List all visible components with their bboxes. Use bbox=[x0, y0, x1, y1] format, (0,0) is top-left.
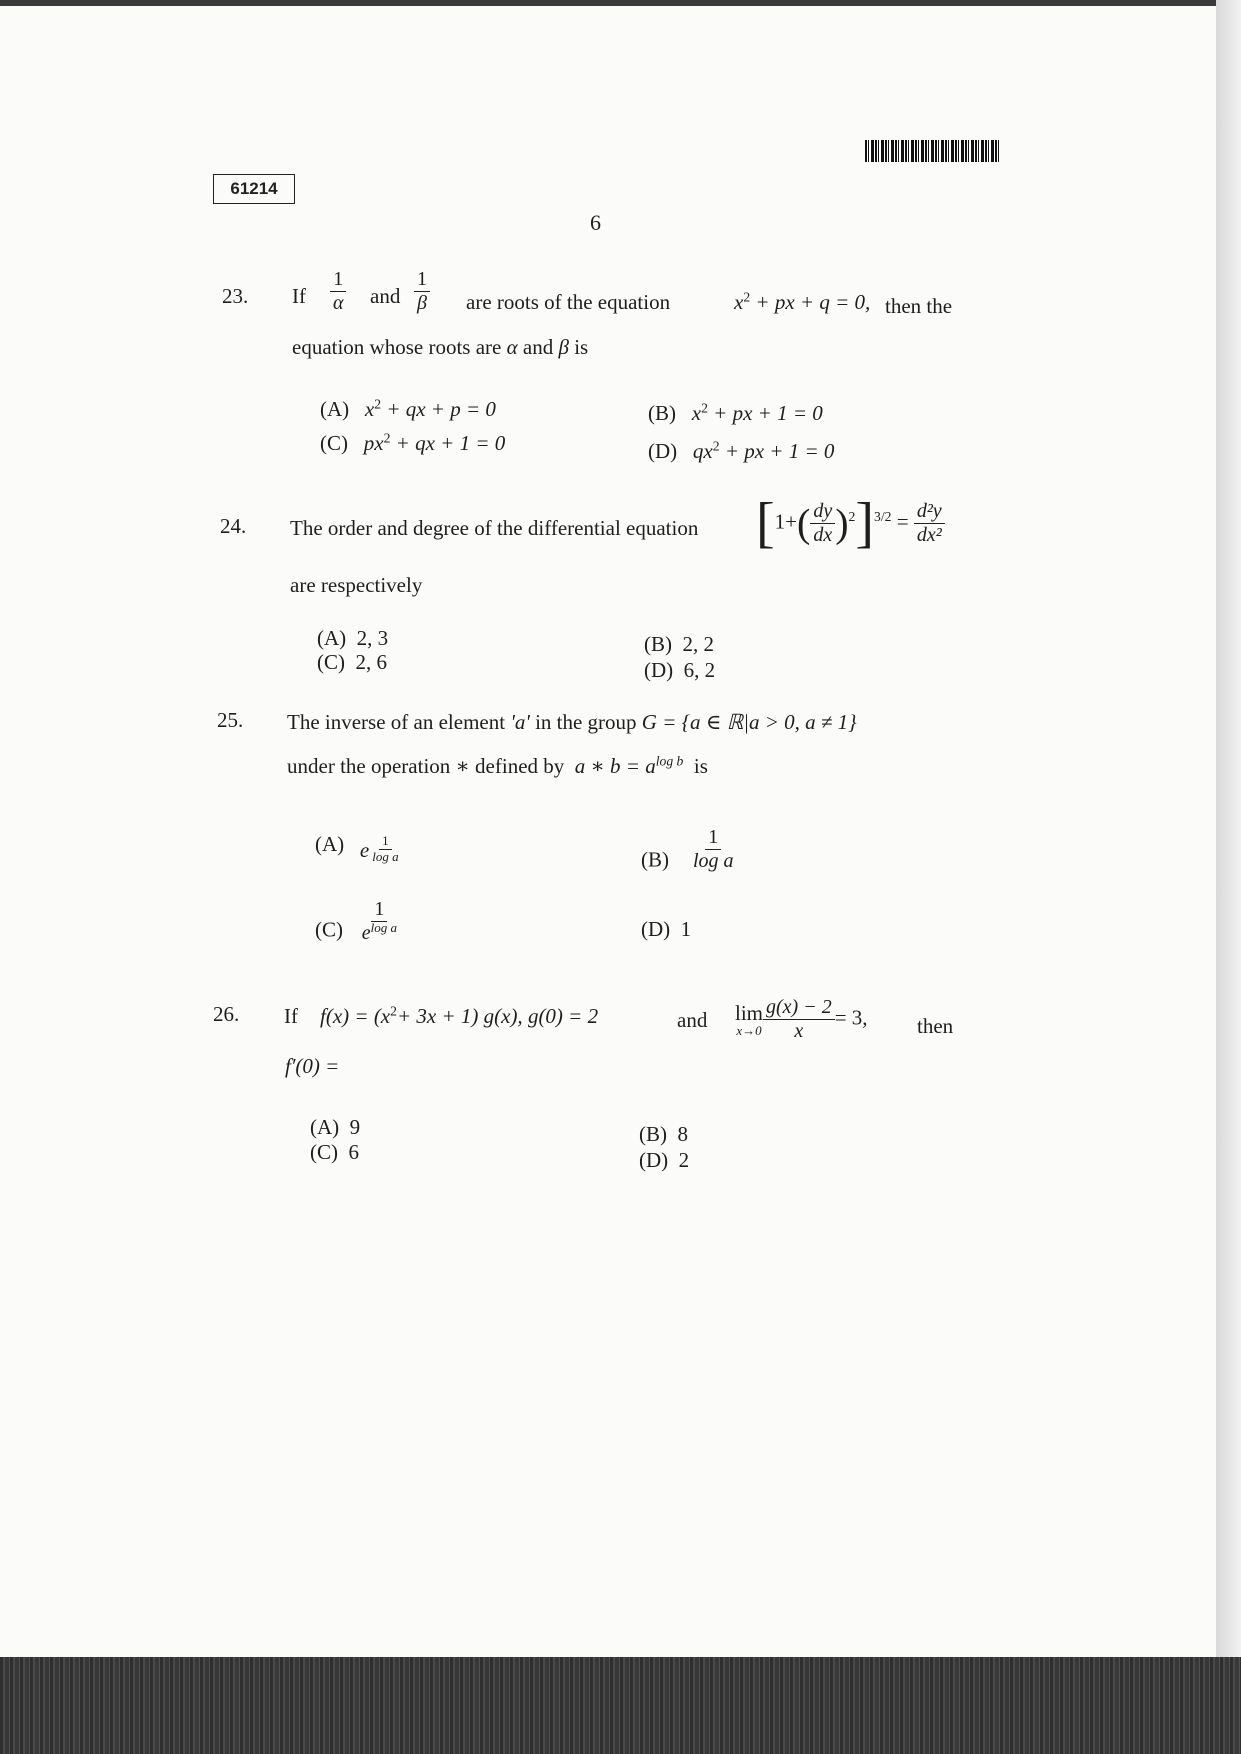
q25-option-d[interactable] bbox=[641, 919, 691, 940]
q25-line1 bbox=[287, 712, 857, 733]
q25-option-c-label: (C) bbox=[315, 917, 343, 942]
q25-line2 bbox=[287, 753, 708, 778]
q23-eq-x: x bbox=[734, 290, 744, 314]
q23-frac-beta bbox=[414, 268, 430, 315]
q23-frac-alpha-num: 1 bbox=[330, 268, 346, 292]
q26-and: and bbox=[677, 1008, 708, 1032]
q25-group: G = {a ∈ ℝ|a > 0, a ≠ 1} bbox=[641, 710, 857, 734]
q24-exp32: 3/2 bbox=[874, 508, 892, 524]
q23-option-c-label: (C) bbox=[320, 431, 348, 455]
q26-then: then bbox=[917, 1014, 954, 1038]
q25-option-a-den: log a bbox=[372, 848, 399, 864]
q23-option-a-post: + qx + p = 0 bbox=[386, 397, 496, 421]
scan-top-edge bbox=[0, 0, 1241, 6]
q26-option-b-value: 8 bbox=[677, 1122, 688, 1146]
q26-limit bbox=[735, 996, 868, 1043]
q26-option-d-label: (D) bbox=[639, 1148, 669, 1172]
q24-option-d-label: (D) bbox=[644, 658, 674, 682]
q23-option-a-label: (A) bbox=[320, 397, 350, 421]
q26-option-b-label: (B) bbox=[639, 1122, 667, 1146]
q24-option-b[interactable] bbox=[644, 634, 714, 655]
q26-if: If bbox=[284, 1004, 298, 1028]
q23-option-a-exp: 2 bbox=[374, 396, 382, 412]
q24-text: The order and degree of the differential equation bbox=[290, 516, 699, 540]
q25-option-c-e: e bbox=[361, 922, 371, 944]
q25-option-c[interactable] bbox=[315, 898, 400, 945]
q23-and: and bbox=[370, 284, 401, 308]
q26-lim-num: g(x) − 2 bbox=[763, 996, 835, 1020]
q26-lim-den: x bbox=[794, 1020, 804, 1042]
q23-frac-alpha-den: α bbox=[333, 292, 344, 314]
q23-then-the: then the bbox=[885, 294, 953, 318]
q25-option-a-num: 1 bbox=[379, 834, 392, 850]
q26-option-b[interactable] bbox=[639, 1124, 688, 1145]
q23-option-d-exp: 2 bbox=[712, 438, 720, 454]
q25-number: 25. bbox=[217, 708, 244, 732]
q23-line2-and: and bbox=[522, 335, 554, 359]
q25-text-b: in the group bbox=[535, 710, 637, 734]
q23-eq-rest: + px + q = 0, bbox=[755, 290, 871, 314]
q23-option-c[interactable] bbox=[320, 430, 506, 455]
q23-option-b-post: + px + 1 = 0 bbox=[713, 401, 823, 425]
q25-text-a: The inverse of an element bbox=[287, 710, 506, 734]
q23-option-c-post: + qx + 1 = 0 bbox=[395, 431, 506, 455]
q26-line2: f′(0) = bbox=[285, 1054, 340, 1078]
q26-f-def: f(x) = (x bbox=[320, 1004, 391, 1028]
q25-option-b-num: 1 bbox=[705, 826, 721, 850]
q24-paren-close: ) bbox=[835, 500, 849, 546]
q24-option-d[interactable] bbox=[644, 660, 715, 681]
q24-dy: dy bbox=[810, 500, 835, 524]
q24-option-b-label: (B) bbox=[644, 632, 672, 656]
q24-bracket-close: ] bbox=[855, 492, 875, 555]
q25-option-d-value: 1 bbox=[680, 917, 692, 941]
q23-option-a-pre: x bbox=[364, 397, 375, 421]
q25-option-c-exp: log a bbox=[370, 919, 398, 935]
q26-f-def-rest: + 3x + 1) g(x), bbox=[396, 1004, 523, 1028]
q25-line2-is: is bbox=[693, 754, 708, 778]
q24-equation bbox=[756, 492, 945, 555]
q25-option-a-e: e bbox=[359, 838, 370, 862]
q25-element: 'a' bbox=[510, 710, 530, 734]
q25-op-exp: log b bbox=[655, 753, 684, 769]
q23-if: If bbox=[292, 284, 306, 308]
q25-option-c-num: 1 bbox=[371, 898, 387, 922]
q26-option-a-value: 9 bbox=[349, 1115, 361, 1139]
q23-option-b-pre: x bbox=[691, 401, 702, 425]
q25-option-d-label: (D) bbox=[641, 917, 671, 941]
q23-option-d-label: (D) bbox=[648, 439, 678, 463]
q25-option-a[interactable] bbox=[315, 834, 402, 865]
q24-option-a-label: (A) bbox=[317, 626, 347, 650]
q26-g0: g(0) = 2 bbox=[527, 1004, 599, 1028]
q26-option-c-label: (C) bbox=[310, 1140, 338, 1164]
q25-option-a-label: (A) bbox=[315, 832, 345, 856]
q23-option-d[interactable] bbox=[648, 438, 835, 463]
q26-option-d-value: 2 bbox=[678, 1148, 690, 1172]
q24-bracket-open: [ bbox=[756, 492, 775, 555]
q25-option-b-den: log a bbox=[693, 850, 734, 872]
q26-lim-sub: x→0 bbox=[736, 1022, 762, 1038]
q26-eq3: = 3, bbox=[834, 1005, 868, 1030]
q24-one-plus: 1+ bbox=[774, 509, 797, 534]
q23-option-c-pre: px bbox=[363, 431, 384, 455]
q25-line2-text: under the operation ∗ defined by bbox=[287, 754, 565, 778]
q23-line2-alpha: α bbox=[506, 335, 518, 359]
q23-option-b[interactable] bbox=[648, 400, 823, 425]
q23-line2 bbox=[292, 337, 588, 358]
paper-code: 61214 bbox=[213, 174, 295, 204]
q26-option-c[interactable] bbox=[310, 1142, 359, 1163]
q23-option-d-pre: qx bbox=[692, 439, 713, 463]
q23-line2-text: equation whose roots are bbox=[292, 335, 502, 359]
q24-dx2: dx² bbox=[916, 524, 942, 546]
q26-option-d[interactable] bbox=[639, 1150, 689, 1171]
q23-line2-beta: β bbox=[558, 335, 569, 359]
q26-exp2: 2 bbox=[390, 1003, 397, 1019]
q24-option-c-label: (C) bbox=[317, 650, 345, 674]
q26-function bbox=[320, 1003, 599, 1028]
q25-option-b[interactable] bbox=[641, 826, 737, 873]
q23-option-d-post: + px + 1 = 0 bbox=[724, 439, 835, 463]
q23-equation bbox=[734, 289, 871, 314]
scan-bottom-edge bbox=[0, 1657, 1241, 1754]
q24-dx: dx bbox=[813, 524, 833, 546]
q24-exp2: 2 bbox=[848, 508, 856, 524]
q23-number: 23. bbox=[222, 284, 249, 308]
q23-eq-exp: 2 bbox=[743, 289, 751, 305]
q24-eq: = bbox=[896, 509, 909, 534]
q24-option-b-value: 2, 2 bbox=[682, 632, 714, 656]
q24-number: 24. bbox=[220, 514, 247, 538]
q24-option-a-value: 2, 3 bbox=[356, 626, 389, 650]
q24-option-c-value: 2, 6 bbox=[355, 650, 387, 674]
q24-option-d-value: 6, 2 bbox=[683, 658, 716, 682]
q23-frac-beta-num: 1 bbox=[414, 268, 430, 292]
q25-op-lhs: a ∗ b = a bbox=[574, 754, 656, 778]
q26-lim: lim bbox=[735, 1000, 764, 1025]
q24-option-a[interactable] bbox=[317, 628, 388, 649]
q24-line2: are respectively bbox=[290, 573, 423, 597]
q23-option-c-exp: 2 bbox=[383, 430, 391, 446]
q23-option-b-exp: 2 bbox=[701, 400, 708, 416]
q26-number: 26. bbox=[213, 1002, 240, 1026]
q25-option-b-label: (B) bbox=[641, 847, 669, 872]
barcode bbox=[865, 140, 999, 162]
q24-option-c[interactable] bbox=[317, 652, 387, 673]
q26-option-c-value: 6 bbox=[348, 1140, 359, 1164]
q23-option-b-label: (B) bbox=[648, 401, 676, 425]
q23-frac-beta-den: β bbox=[417, 292, 427, 314]
q23-frac-alpha bbox=[330, 268, 347, 315]
q24-d2y: d²y bbox=[914, 500, 945, 524]
q23-line2-is: is bbox=[574, 335, 589, 359]
q26-option-a[interactable] bbox=[310, 1117, 360, 1138]
scan-right-edge bbox=[1216, 0, 1241, 1754]
q23-text: are roots of the equation bbox=[466, 290, 671, 314]
q23-option-a[interactable] bbox=[320, 396, 496, 421]
page-number: 6 bbox=[590, 210, 601, 235]
q24-paren-open: ( bbox=[797, 500, 811, 546]
q26-option-a-label: (A) bbox=[310, 1115, 340, 1139]
